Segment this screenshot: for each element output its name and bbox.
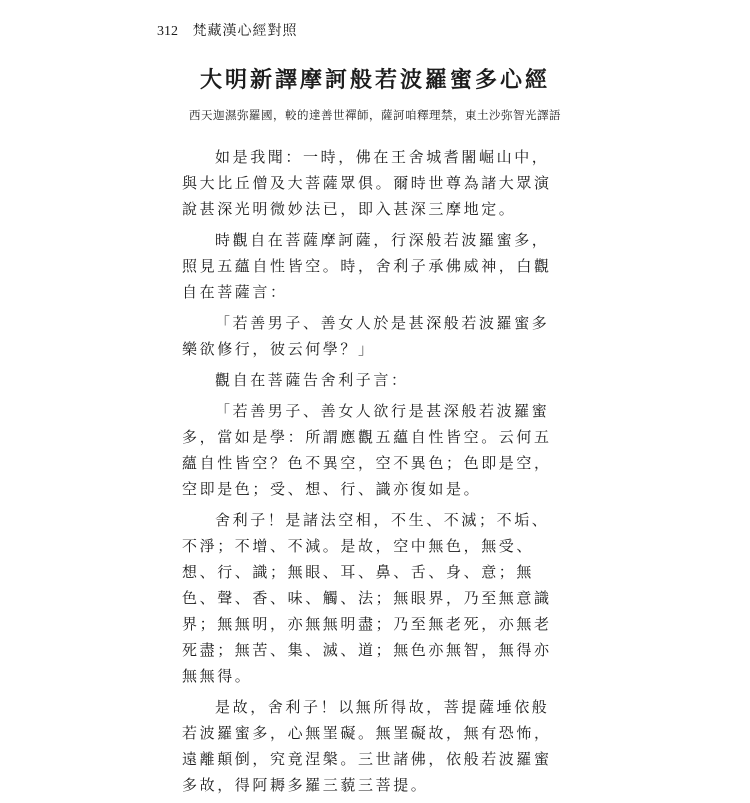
paragraph-avalokitesvara: 時觀自在菩薩摩訶薩，行深般若波羅蜜多，照見五蘊自性皆空。時，舍利子承佛威神，白觀自在菩薩言： (182, 231, 552, 301)
sutra-title: 大明新譯摩訶般若波羅蜜多心經 (199, 67, 550, 93)
page-number: 312 (157, 24, 178, 39)
running-header-book-title: 梵藏漢心經對照 (192, 23, 298, 39)
paragraph-bodhisattva: 是故，舍利子！以無所得故，菩提薩埵依般若波羅蜜多，心無罣礙。無罣礙故，無有恐怖，遠離顛倒，究竟涅槃。三世諸佛，依般若波羅蜜多故，得阿耨多羅三藐三菩提。 (182, 698, 552, 794)
paragraph-reply-intro: 觀自在菩薩告舍利子言： (215, 371, 409, 389)
paragraph-emptiness: 「若善男子、善女人欲行是甚深般若波羅蜜多，當如是學：所謂應觀五蘊自性皆空。云何五蘊自性皆空？色不異空，空不異色；色即是空，空即是色；受、想、行、識亦復如是。 (182, 402, 552, 498)
translator-attribution: 西天迦濕弥羅國，較的達善世禪師，薩訶咱釋理禁，東土沙弥智光譯語 (189, 108, 561, 122)
sutra-body (182, 144, 556, 803)
running-header (157, 23, 297, 40)
paragraph-opening: 如是我聞：一時，佛在王舍城耆闍崛山中，與大比丘僧及大菩薩眾俱。爾時世尊為諸大眾演說甚深光明微妙法已，即入甚深三摩地定。 (182, 148, 552, 218)
paragraph-dharma-marks: 舍利子！是諸法空相，不生、不滅；不垢、不淨；不增、不減。是故，空中無色，無受、想、行、識；無眼、耳、鼻、舌、身、意；無色、聲、香、味、觸、法；無眼界，乃至無意識界；無無明，亦無無明盡；乃至無老死，亦無老死盡；無苦、集、滅、道；無色亦無智，無得亦無無得。 (182, 511, 552, 685)
paragraph-question: 「若善男子、善女人於是甚深般若波羅蜜多樂欲修行，彼云何學？」 (182, 314, 550, 358)
